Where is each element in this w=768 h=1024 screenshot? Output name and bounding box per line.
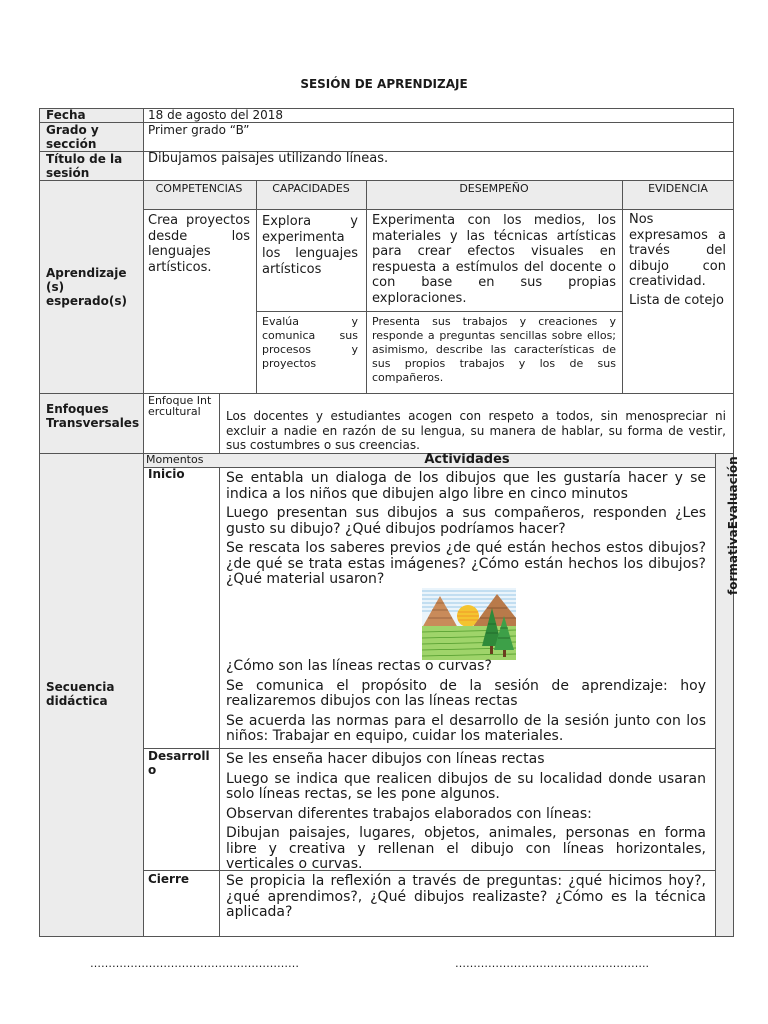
- col-header-evidencia: EVIDENCIA: [648, 182, 708, 195]
- evidencia-lista: Lista de cotejo: [629, 293, 724, 308]
- secuencia-label: Secuencia didáctica: [46, 680, 115, 708]
- momentos-header: Momentos: [146, 453, 204, 466]
- grado-label: Grado y sección: [46, 123, 99, 151]
- col-header-desempeno: DESEMPEÑO: [459, 182, 529, 195]
- inicio-paragraph: Se acuerda las normas para el desarrollo de la sesión junto con los niños: Trabajar en equipo, cuidar los materiales.: [226, 712, 706, 744]
- cierre-activities: [226, 874, 706, 925]
- enfoques-label: Enfoques Transversales: [46, 402, 140, 430]
- desarrollo-paragraph: Se les enseña hacer dibujos con líneas rectas: [226, 751, 545, 767]
- desarrollo-paragraph: Dibujan paisajes, lugares, objetos, animales, personas en forma libre y creativa y rellenan el dibujo con líneas horizontales, verticales o curvas.: [226, 825, 706, 872]
- inicio-paragraph: Se entabla un dialoga de los dibujos que les gustaría hacer y se indica a los niños que dibujen algo libre en cinco minutos: [226, 470, 706, 502]
- inicio-paragraph: Luego presentan sus dibujos a sus compañeros, responden ¿Les gusto su dibujo? ¿Qué dibujos podríamos hacer?: [226, 505, 706, 537]
- evaluacion-vertical-label: formativaEvaluación: [726, 456, 740, 595]
- page-title: SESIÓN DE APRENDIZAJE: [300, 77, 468, 91]
- evidencia-expresamos: Nos expresamos a través del dibujo con creatividad.: [629, 212, 726, 289]
- desarrollo-activities: [226, 752, 706, 877]
- enfoque-text: Los docentes y estudiantes acogen con respeto a todos, sin menospreciar ni excluir a nadie en razón de su lengua, su manera de hablar, su forma de vestir, sus costumbres o sus creencias.: [226, 409, 726, 452]
- inicio-paragraph: Se comunica el propósito de la sesión de aprendizaje: hoy realizaremos dibujos con las líneas rectas: [226, 677, 706, 709]
- col-header-capacidades: CAPACIDADES: [272, 182, 350, 195]
- desarrollo-paragraph: Observan diferentes trabajos elaborados con líneas:: [226, 805, 592, 822]
- inicio-label: Inicio: [148, 467, 185, 481]
- desempeno-experimenta: Experimenta con los medios, los materiales y las técnicas artísticas para crear efectos visuales en respuesta a estímulos del docente o con base en sus propias exploraciones.: [372, 213, 616, 306]
- inicio-activities-bottom: [226, 659, 706, 749]
- titulo-value: Dibujamos paisajes utilizando líneas.: [148, 151, 389, 166]
- landscape-drawing: [422, 588, 516, 660]
- aprendizaje-label: Aprendizaje (s) esperado(s): [46, 266, 127, 308]
- competencia-text: Crea proyectos desde los lenguajes artísticos.: [148, 213, 250, 275]
- cierre-paragraph: Se propicia la reflexión a través de preguntas: ¿qué hicimos hoy?, ¿qué aprendimos?, ¿Qué dibujos realizaste? ¿Cómo es la técnica aplicada?: [226, 873, 706, 920]
- inicio-paragraph: ¿Cómo son las líneas rectas o curvas?: [226, 658, 492, 674]
- fecha-label: Fecha: [46, 108, 86, 122]
- inicio-paragraph: Se rescata los saberes previos ¿de qué están hechos estos dibujos? ¿de qué se trata estas imágenes? ¿Cómo están hechos los dibujos? ¿Qué material usaron?: [226, 540, 706, 587]
- grado-value: Primer grado “B”: [148, 123, 250, 137]
- capacidad-evalua: Evalúa y comunica sus procesos y proyectos: [262, 315, 358, 370]
- signature-line-right: ……………………………………………..: [455, 957, 649, 970]
- desempeno-presenta: Presenta sus trabajos y creaciones y responde a preguntas sencillas sobre ellos; asimismo, describe las características de sus propios trabajos y los de sus compañeros.: [372, 315, 616, 384]
- signature-line-left: …………………………………………………: [90, 957, 299, 970]
- enfoque-name: Enfoque Intercultural: [148, 394, 212, 418]
- col-header-competencias: COMPETENCIAS: [155, 182, 243, 195]
- inicio-activities-top: [226, 471, 706, 592]
- titulo-label: Título de la sesión: [46, 152, 123, 180]
- capacidad-explora: Explora y experimenta los lenguajes artísticos: [262, 214, 358, 277]
- desarrollo-label: Desarrollo: [148, 749, 210, 777]
- actividades-header: Actividades: [424, 452, 510, 467]
- desarrollo-paragraph: Luego se indica que realicen dibujos de su localidad donde usaran solo líneas rectas, se les pone algunos.: [226, 770, 706, 802]
- cierre-label: Cierre: [148, 872, 190, 886]
- fecha-value: 18 de agosto del 2018: [148, 108, 284, 122]
